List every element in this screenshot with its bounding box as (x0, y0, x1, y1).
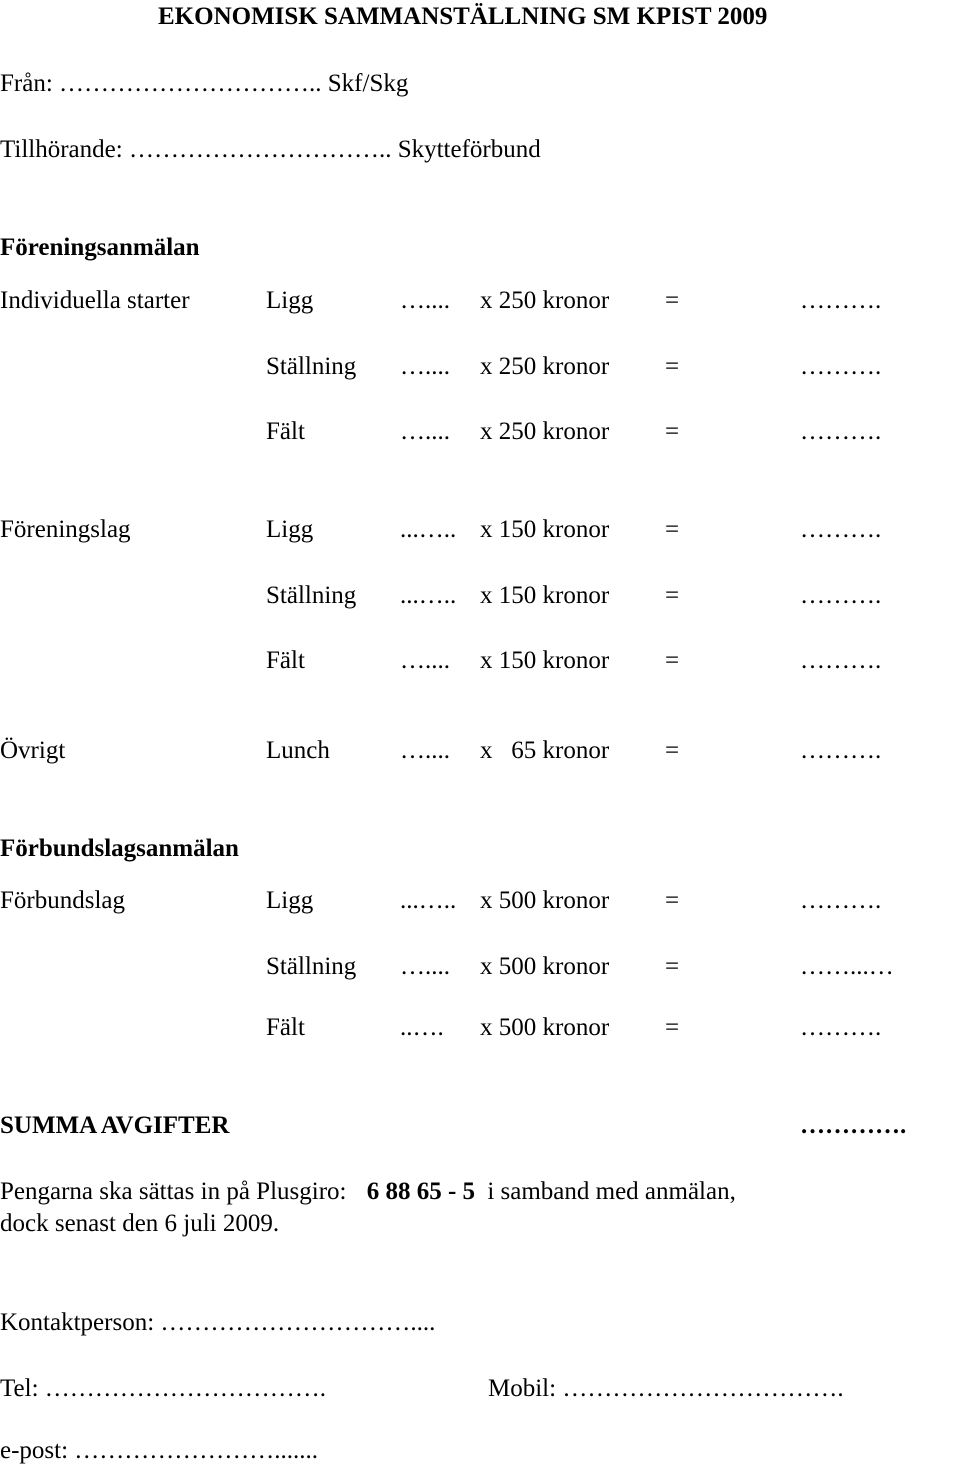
kontakt-label: Kontaktperson: (0, 1309, 155, 1336)
tel-label: Tel: (0, 1375, 39, 1402)
row-result-field[interactable]: ………. (800, 418, 882, 445)
row-eq: = (665, 516, 680, 543)
tel-field[interactable]: ……………………………. (44, 1375, 327, 1402)
mobil-line (488, 1376, 844, 1401)
row-qty-field[interactable]: ..…. (400, 1014, 444, 1041)
kontakt-field[interactable]: ………………………….... (160, 1309, 436, 1336)
fran-line (0, 71, 408, 96)
fran-field[interactable]: ………………………….. (59, 70, 322, 97)
row-mult: x 250 kronor (480, 353, 610, 380)
epost-line (0, 1438, 318, 1463)
epost-field[interactable]: ……………………....... (74, 1437, 319, 1464)
row-type: Lunch (266, 737, 330, 764)
row-qty-field[interactable]: ….... (400, 953, 450, 980)
row-type: Ligg (266, 287, 314, 314)
summa-field[interactable]: …………. (800, 1112, 907, 1139)
row-result-field[interactable]: ………. (800, 287, 882, 314)
row-group: Övrigt (0, 737, 66, 764)
section-forbundslagsanmalan: Förbundslagsanmälan (0, 835, 239, 862)
row-type: Fält (266, 647, 305, 674)
row-qty-field[interactable]: ...….. (400, 516, 457, 543)
row-eq: = (665, 287, 680, 314)
row-group: Förbundslag (0, 887, 125, 914)
payment-line-2: dock senast den 6 juli 2009. (0, 1210, 280, 1237)
page-title: EKONOMISK SAMMANSTÄLLNING SM KPIST 2009 (158, 3, 768, 30)
row-type: Ställning (266, 953, 357, 980)
row-result-field[interactable]: ………. (800, 582, 882, 609)
row-mult: x 500 kronor (480, 953, 610, 980)
row-eq: = (665, 887, 680, 914)
row-result-field[interactable]: ………. (800, 353, 882, 380)
row-qty-field[interactable]: ….... (400, 418, 450, 445)
tel-line (0, 1376, 326, 1401)
row-mult: x 150 kronor (480, 647, 610, 674)
row-eq: = (665, 582, 680, 609)
mobil-field[interactable]: ……………………………. (562, 1375, 844, 1402)
summa-label: SUMMA AVGIFTER (0, 1112, 230, 1139)
row-result-field[interactable]: ………. (800, 887, 882, 914)
row-qty-field[interactable]: ...….. (400, 582, 457, 609)
row-type: Fält (266, 418, 305, 445)
row-result-field[interactable]: ………. (800, 647, 882, 674)
row-result-field[interactable]: ………. (800, 516, 882, 543)
tillhorande-suffix: Skytteförbund (397, 136, 541, 163)
fran-suffix: Skf/Skg (327, 70, 409, 97)
row-type: Ställning (266, 353, 357, 380)
row-mult: x 250 kronor (480, 418, 610, 445)
fran-label: Från: (0, 70, 53, 97)
payment-text-b: i samband med anmälan, (487, 1178, 736, 1205)
row-eq: = (665, 1014, 680, 1041)
row-eq: = (665, 418, 680, 445)
row-type: Ligg (266, 516, 314, 543)
row-mult: x 500 kronor (480, 887, 610, 914)
section-foreningsanmalan: Föreningsanmälan (0, 234, 200, 261)
row-qty-field[interactable]: ….... (400, 353, 450, 380)
row-mult: x 150 kronor (480, 582, 610, 609)
row-result-field[interactable]: ………. (800, 1014, 882, 1041)
row-eq: = (665, 647, 680, 674)
tillhorande-label: Tillhörande: (0, 136, 123, 163)
row-type: Fält (266, 1014, 305, 1041)
row-eq: = (665, 953, 680, 980)
row-type: Ställning (266, 582, 357, 609)
row-type: Ligg (266, 887, 314, 914)
epost-label: e-post: (0, 1437, 69, 1464)
row-mult: x 250 kronor (480, 287, 610, 314)
tillhorande-line (0, 137, 541, 162)
row-mult: x 65 kronor (480, 737, 610, 764)
row-eq: = (665, 353, 680, 380)
row-group: Föreningslag (0, 516, 131, 543)
plusgiro-number: 6 88 65 - 5 (366, 1178, 476, 1205)
row-result-field[interactable]: ……...… (800, 953, 894, 980)
row-qty-field[interactable]: ….... (400, 287, 450, 314)
row-eq: = (665, 737, 680, 764)
row-qty-field[interactable]: ….... (400, 737, 450, 764)
row-group: Individuella starter (0, 287, 190, 314)
kontakt-line (0, 1310, 435, 1335)
row-result-field[interactable]: ………. (800, 737, 882, 764)
row-mult: x 150 kronor (480, 516, 610, 543)
mobil-label: Mobil: (488, 1375, 557, 1402)
row-qty-field[interactable]: ….... (400, 647, 450, 674)
row-mult: x 500 kronor (480, 1014, 610, 1041)
row-qty-field[interactable]: ...….. (400, 887, 457, 914)
tillhorande-field[interactable]: ………………………….. (128, 136, 392, 163)
payment-text-a: Pengarna ska sättas in på Plusgiro: (0, 1178, 347, 1205)
payment-line-1 (0, 1179, 736, 1204)
